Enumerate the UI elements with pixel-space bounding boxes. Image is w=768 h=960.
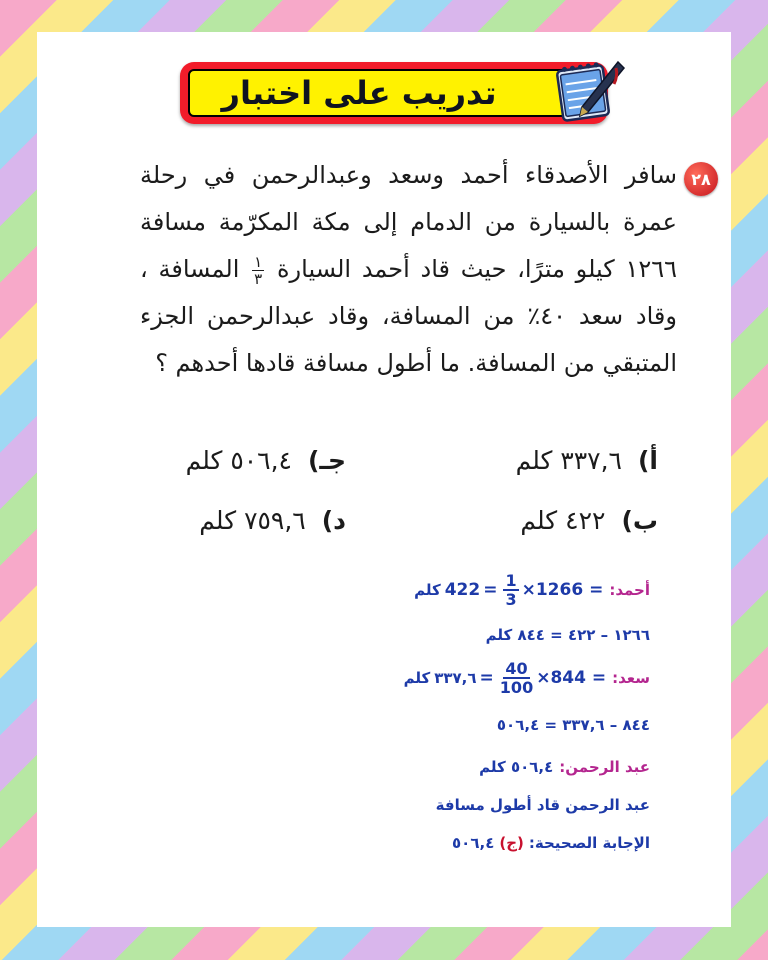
option-b-value: ٤٢٢ كلم [520,506,606,535]
question-text [140,152,677,387]
solution-ahmad-equation: كلم 422 = $\frac{1}{3}$ ×1266 = [414,571,604,609]
option-c-label: جـ) [308,446,346,475]
question-line-6: مسافة قادها أحدهم ؟ [155,349,369,377]
solution-remaining: ١٢٦٦ – ٤٢٢ = ٨٤٤ كلم [485,626,650,644]
option-d-label: د) [321,506,346,535]
solution-saad-equation: كلم ٣٣٧,٦ = $\frac{40}{100}$ ×844 = [403,659,607,697]
question-number-badge: ٢٨ [684,162,718,196]
solution-ahmad-fraction: $\frac{1}{3}$ [505,571,517,609]
question-fraction: $\frac{١}{٣}$ [254,252,263,288]
option-b-label: ب) [621,506,658,535]
option-a-value: ٣٣٧,٦ كلم [515,446,622,475]
title-banner [180,62,608,124]
solution-abdulrahman-name: عبد الرحمن: [559,758,650,776]
solution-saad-name: سعد: [612,669,650,687]
solution-saad [404,660,650,696]
question-line-3: مسافة ١٢٦٦ كيلو مترًا، حيث قاد أحمد السيارة [140,208,677,283]
option-a[interactable] [516,446,658,475]
solution-answer-letter: (ج) [499,834,524,852]
question-line-1: سافر الأصدقاء أحمد وسعد وعبدالرحمن في [203,161,677,189]
banner-title: تدريب على اختبار [221,74,497,112]
option-c-value: ٥٠٦,٤ كلم [185,446,292,475]
option-d-value: ٧٥٩,٦ كلم [199,506,306,535]
option-c[interactable] [186,446,346,475]
question-line-2: رحلة عمرة بالسيارة من الدمام إلى مكة المكرّمة [140,161,677,236]
question-line-5: عبدالرحمن الجزء المتبقي من المسافة. ما أطول [140,302,677,377]
notebook-pen-icon [548,54,628,130]
solution-saad-fraction: $\frac{40}{100}$ [499,659,534,697]
option-d[interactable] [199,506,346,535]
option-a-label: أ) [638,446,658,475]
solution-answer [452,834,650,852]
title-banner-inner [188,69,600,117]
solution-ahmad-name: أحمد: [609,581,650,599]
solution-answer-label: الإجابة الصحيحة: [528,834,650,852]
solution-conclusion: عبد الرحمن قاد أطول مسافة [435,796,650,814]
solution-rest: ٨٤٤ – ٣٣٧,٦ = ٥٠٦,٤ [496,716,650,734]
solution-abdulrahman: عبد الرحمن: ٥٠٦,٤ كلم [479,758,650,776]
option-b[interactable] [520,506,658,535]
solution-answer-value: ٥٠٦,٤ [452,834,495,852]
question-line-4: المسافة ، وقاد سعد ٤٠٪ من المسافة، وقاد [140,255,677,330]
solution-ahmad [414,572,650,608]
